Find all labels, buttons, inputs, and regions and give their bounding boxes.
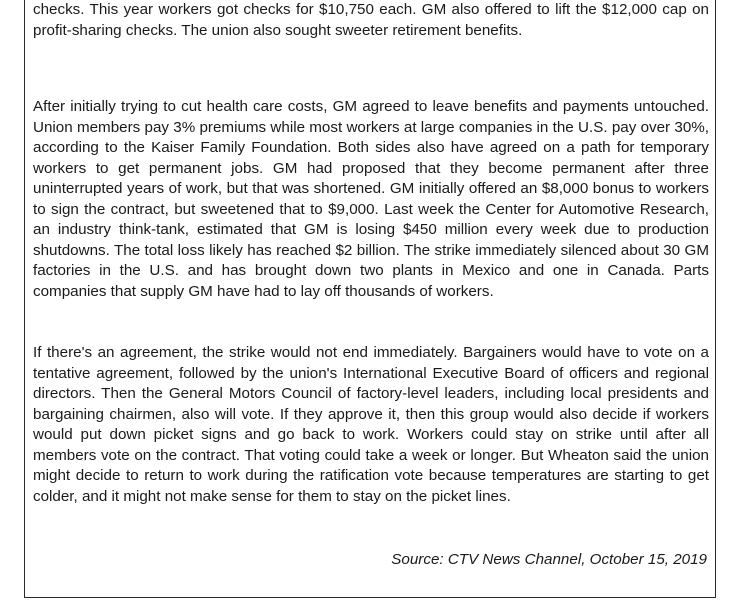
source-citation: Source: CTV News Channel, October 15, 2019 (391, 551, 707, 568)
document-box (24, 0, 716, 598)
paragraph-1: checks. This year workers got checks for $10,750 each. GM also offered to lift the $12,000 cap on profit-sharing checks. The union also sought sweeter retirement benefits. (33, 1, 709, 39)
paragraph-3: If there's an agreement, the strike would not end immediately. Bargainers would have to vote on a tentative agreement, followed by the union's International Executive Board of officers and regional directors. Then the General Motors Council of factory-level leaders, including local presidents and bargaining chairmen, also will vote. If they approve it, then this group would also decide if workers would put down picket signs and go back to work. Workers could stay on strike until after all members vote on the contract. That voting could take a week or longer. But Wheaton said the union might decide to return to work during the ratification vote because temperatures are starting to get colder, and it might not make sense for them to stay on the picket lines. (33, 344, 709, 505)
paragraph-2: After initially trying to cut health care costs, GM agreed to leave benefits and payments untouched. Union members pay 3% premiums while most workers at large companies in the U.S. pay over 30%, according to the Kaiser Family Foundation. Both sides also have agreed on a path for temporary workers to get permanent jobs. GM had proposed that they become permanent after three uninterrupted years of work, but that was shortened. GM initially offered an $8,000 bonus to workers to sign the contract, but sweetened that to $9,000. Last week the Center for Automotive Research, an industry think-tank, estimated that GM is losing $450 million every week due to production shutdowns. The total loss likely has reached $2 billion. The strike immediately silenced about 30 GM factories in the U.S. and has brought down two plants in Mexico and one in Canada. Parts companies that supply GM have had to lay off thousands of workers. (33, 98, 709, 300)
